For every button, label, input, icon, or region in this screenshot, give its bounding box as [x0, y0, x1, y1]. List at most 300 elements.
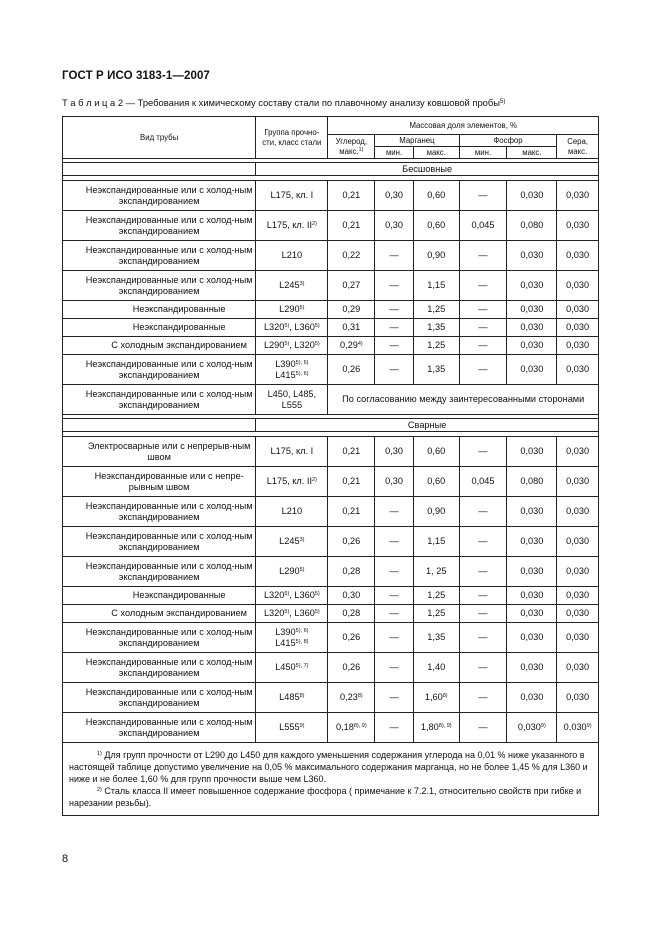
sulfur-cell [557, 527, 599, 557]
p-min-cell [459, 271, 507, 301]
mn-max-cell-value: 0,90 [427, 506, 446, 516]
group-value: L320 [263, 322, 285, 332]
p-max-cell-value: 0,030 [520, 364, 544, 374]
mn-max-cell-value: 1,25 [427, 608, 446, 618]
mn-max-cell-value: 0,60 [427, 446, 446, 456]
table-body [63, 159, 599, 816]
p-min-cell-value: — [478, 340, 488, 350]
mn-max-cell [413, 605, 459, 623]
section-empty [63, 419, 256, 432]
table-notes [63, 743, 599, 816]
pipe-type-cell-value: Электросварные или с непрерыв-ным швом [87, 440, 251, 462]
strength-group-cell [256, 557, 328, 587]
group2-footnote: 5), 6) [295, 370, 309, 377]
mn-min-cell [375, 587, 414, 605]
group-value: L320 [263, 608, 285, 618]
p-min-cell [459, 467, 507, 497]
mn-min-cell [375, 497, 414, 527]
mn-max-cell [413, 653, 459, 683]
mn-min-cell-value: — [389, 304, 399, 314]
p-max-cell [507, 527, 557, 557]
p-min-cell-value: 0,045 [471, 220, 495, 230]
p-max-cell [507, 653, 557, 683]
pipe-type-cell-value: Неэкспандированные [132, 322, 226, 332]
carbon-cell [328, 713, 375, 743]
carbon-cell [328, 653, 375, 683]
table-row [63, 355, 599, 385]
group2-footnote: 5) [314, 591, 320, 597]
carbon-cell-value: 0,29 [339, 340, 358, 350]
table-row [63, 527, 599, 557]
p-max-cell-value: 0,030 [520, 190, 544, 200]
sulfur-cell-value: 0,030 [566, 322, 590, 332]
footnote-mark: 1) [97, 751, 102, 757]
mn-min-cell [375, 527, 414, 557]
p-max-cell [507, 557, 557, 587]
group-value: L450, L485, L555 [267, 388, 317, 410]
p-min-cell-value: — [478, 608, 488, 618]
table-row [63, 557, 599, 587]
mn-max-cell-value: 0,60 [427, 190, 446, 200]
carbon-cell-value: 0,21 [342, 190, 361, 200]
mn-min-cell-value: — [389, 322, 399, 332]
sulfur-cell-value: 0,030 [566, 506, 590, 516]
pipe-type-cell-value: Неэкспандированные или с холод-ным экспандированием [85, 530, 253, 552]
group-footnote: 2) [312, 477, 317, 483]
p-min-cell-value: — [478, 364, 488, 374]
pipe-type-cell [63, 713, 256, 743]
group-value: L390 [275, 358, 296, 369]
header-mn-min: мин. [375, 147, 414, 159]
sulfur-cell-value: 0,030 [566, 446, 590, 456]
sulfur-cell [557, 241, 599, 271]
mn-max-cell [413, 337, 459, 355]
mn-max-cell-value: 1,60 [424, 692, 443, 702]
mn-min-cell-value: 0,30 [385, 190, 403, 200]
strength-group-cell [256, 437, 328, 467]
mn-min-cell-value: — [389, 536, 399, 546]
pipe-type-cell [63, 653, 256, 683]
pipe-type-cell [63, 683, 256, 713]
strength-group-cell [256, 271, 328, 301]
mn-min-cell [375, 467, 414, 497]
carbon-cell [328, 557, 375, 587]
pipe-type-cell [63, 467, 256, 497]
p-min-cell-value: — [478, 536, 488, 546]
mn-max-cell-value: 1,40 [427, 662, 446, 672]
mn-max-cell-value: 1,25 [427, 304, 446, 314]
sulfur-cell-value: 0,030 [566, 608, 590, 618]
mn-min-cell [375, 211, 414, 241]
pipe-type-cell-value: Неэкспандированные или с непре-рывным швом [94, 470, 244, 492]
p-max-cell-value: 0,030 [517, 722, 541, 732]
carbon-cell-value: 0,31 [342, 322, 361, 332]
header-phosphorus: Фосфор [459, 135, 557, 147]
sulfur-cell [557, 623, 599, 653]
mn-min-cell [375, 653, 414, 683]
group-value: L290 [263, 340, 285, 350]
mn-min-cell-value: — [389, 364, 399, 374]
p-min-cell [459, 337, 507, 355]
group2-footnote: 5), 8) [295, 638, 309, 645]
group-value: L175, кл. II [266, 476, 313, 486]
p-min-cell-value: — [478, 446, 488, 456]
p-max-cell [507, 713, 557, 743]
footnote-text: Сталь класса II имеет повышенное содержание фосфора ( примечание к 7.2.1, относительно свойств при гибке и нарезании резьбы). [69, 786, 582, 808]
sulfur-cell-value: 0,030 [566, 632, 590, 642]
strength-group-cell [256, 181, 328, 211]
pipe-type-cell-value: Неэкспандированные или с холод-ным экспандированием [85, 214, 253, 236]
table-row [63, 653, 599, 683]
table-row [63, 713, 599, 743]
table-row [63, 623, 599, 653]
p-min-cell [459, 605, 507, 623]
strength-group-cell [256, 623, 328, 653]
table-row [63, 385, 599, 415]
pipe-type-cell [63, 385, 256, 415]
mn-max-cell [413, 527, 459, 557]
group-value: L485 [279, 692, 300, 702]
table-row [63, 241, 599, 271]
pipe-type-cell-value: Неэкспандированные или с холод-ным экспандированием [85, 716, 253, 738]
sulfur-cell-value: 0,030 [566, 566, 590, 576]
pipe-type-cell [63, 557, 256, 587]
group-value: L210 [281, 250, 303, 260]
p-max-cell [507, 587, 557, 605]
carbon-cell [328, 355, 375, 385]
strength-group-cell [256, 337, 328, 355]
mn-min-cell-value: — [389, 280, 399, 290]
group-value: L245 [279, 280, 300, 290]
group-value: L245 [279, 536, 300, 546]
carbon-cell-value: 0,26 [342, 662, 361, 672]
mn-min-cell-value: — [389, 692, 399, 702]
pipe-type-cell-value: Неэкспандированные или с холод-ным экспандированием [85, 274, 253, 296]
group2-value: , L360 [289, 608, 315, 618]
group-footnote: 5) [299, 567, 305, 573]
strength-group-cell [256, 211, 328, 241]
sulfur-cell [557, 181, 599, 211]
group-footnote: 5) [284, 323, 290, 329]
carbon-cell [328, 587, 375, 605]
mn-min-cell [375, 683, 414, 713]
footnote-text: Для групп прочности от L290 до L450 для каждого уменьшения содержания углерода на 0,01 % ниже указанного в настоящей таблице допустимо увеличение на 0,05 % максимального содержания марганца, но не более 1,45 % для L360 и ниже и не более 1,60 % для групп прочности выше чем L360. [69, 750, 588, 784]
carbon-cell [328, 301, 375, 319]
carbon-cell-value: 0,26 [342, 364, 361, 374]
group-value: L320 [263, 590, 285, 600]
group-value: L175, кл. II [266, 220, 313, 230]
table-row [63, 683, 599, 713]
mn-min-cell-value: — [389, 608, 399, 618]
pipe-type-cell [63, 271, 256, 301]
mn-max-cell-value: 1,35 [427, 364, 446, 374]
p-min-cell-value: — [478, 250, 488, 260]
p-max-cell [507, 355, 557, 385]
sulfur-cell [557, 355, 599, 385]
group-value: L175, кл. I [270, 190, 314, 200]
group-value: L210 [281, 506, 303, 516]
p-min-cell-value: — [478, 190, 488, 200]
p-min-cell-value: — [478, 280, 488, 290]
agreement-cell: По согласованию между заинтересованными сторонами [328, 385, 599, 415]
mn-min-cell [375, 319, 414, 337]
group-footnote: 3) [299, 537, 305, 543]
p-max-cell [507, 211, 557, 241]
table-row [63, 181, 599, 211]
carbon-cell-value: 0,23 [339, 692, 358, 702]
header-carbon-sup: 1) [358, 146, 364, 153]
mn-min-cell-value: — [389, 566, 399, 576]
section-title: Бесшовные [256, 163, 599, 176]
carbon-cell-value: 0,21 [342, 506, 361, 516]
p-max-cell [507, 319, 557, 337]
chemical-composition-table [62, 116, 599, 816]
p-min-cell-value: — [478, 632, 488, 642]
sulfur-cell-value: 0,030 [563, 722, 587, 732]
p-max-cell-value: 0,030 [520, 566, 544, 576]
group-footnote: 2) [312, 221, 317, 227]
mn-max-cell [413, 355, 459, 385]
group-footnote: 5), 7) [295, 663, 309, 669]
pipe-type-cell-value: Неэкспандированные или с холод-ным экспандированием [85, 686, 253, 708]
pipe-type-cell [63, 355, 256, 385]
sulfur-cell [557, 683, 599, 713]
sulfur-cell-value: 0,030 [566, 280, 590, 290]
mn-max-cell [413, 683, 459, 713]
p-max-cell [507, 181, 557, 211]
group-footnote: 5) [284, 609, 290, 615]
p-max-cell-value: 0,030 [520, 340, 544, 350]
sulfur-cell-footnote: 9) [586, 723, 592, 729]
document-header: ГОСТ Р ИСО 3183-1—2007 [62, 70, 210, 82]
mn-max-cell [413, 587, 459, 605]
p-min-cell-value: — [478, 722, 488, 732]
pipe-type-cell [63, 337, 256, 355]
group-footnote: 5), 6) [295, 627, 309, 634]
mn-min-cell [375, 337, 414, 355]
p-min-cell-value: 0,045 [471, 476, 495, 486]
strength-group-cell [256, 653, 328, 683]
mn-min-cell-value: — [389, 250, 399, 260]
carbon-cell-value: 0,26 [342, 536, 361, 546]
carbon-cell-footnote: 8), 9) [353, 723, 367, 729]
strength-group-cell [256, 301, 328, 319]
group-footnote: 9) [299, 723, 305, 729]
strength-group-cell [256, 241, 328, 271]
carbon-cell-value: 0,28 [342, 608, 361, 618]
p-max-cell-value: 0,080 [520, 220, 544, 230]
pipe-type-cell [63, 497, 256, 527]
strength-group-cell [256, 713, 328, 743]
mn-max-cell-value: 1,15 [427, 280, 446, 290]
mn-max-cell [413, 271, 459, 301]
mn-min-cell-value: 0,30 [385, 476, 403, 486]
p-max-cell [507, 271, 557, 301]
header-p-min: мин. [459, 147, 507, 159]
carbon-cell-value: 0,22 [342, 250, 361, 260]
mn-max-cell-value: 1,15 [427, 536, 446, 546]
p-min-cell [459, 301, 507, 319]
p-max-cell-footnote: 9) [540, 723, 546, 729]
sulfur-cell [557, 605, 599, 623]
sulfur-cell [557, 557, 599, 587]
p-max-cell-value: 0,030 [520, 692, 544, 702]
table-row [63, 337, 599, 355]
mn-max-cell [413, 497, 459, 527]
carbon-cell-value: 0,30 [342, 590, 361, 600]
mn-max-cell [413, 467, 459, 497]
p-max-cell-value: 0,030 [520, 280, 544, 290]
pipe-type-cell-value: Неэкспандированные или с холод-ным экспандированием [85, 358, 253, 380]
mn-min-cell [375, 241, 414, 271]
carbon-cell-value: 0,21 [342, 476, 361, 486]
header-mass-fraction: Массовая доля элементов, % [328, 117, 599, 135]
carbon-cell [328, 181, 375, 211]
section-title: Сварные [256, 419, 599, 432]
footnote [69, 785, 594, 809]
table-row [63, 271, 599, 301]
mn-min-cell [375, 623, 414, 653]
pipe-type-cell [63, 301, 256, 319]
carbon-cell [328, 437, 375, 467]
group-footnote: 3) [299, 281, 305, 287]
mn-min-cell-value: — [389, 632, 399, 642]
header-mn-max: макс. [413, 147, 459, 159]
mn-max-cell [413, 181, 459, 211]
group-value: L450 [275, 662, 296, 672]
mn-min-cell-value: — [389, 590, 399, 600]
mn-min-cell [375, 301, 414, 319]
p-min-cell [459, 623, 507, 653]
group-value: L290 [279, 566, 300, 576]
sulfur-cell [557, 653, 599, 683]
p-min-cell-value: — [478, 566, 488, 576]
header-carbon [328, 135, 375, 159]
sulfur-cell [557, 337, 599, 355]
footnote-mark: 2) [97, 787, 102, 793]
p-max-cell-value: 0,030 [520, 250, 544, 260]
strength-group-cell [256, 467, 328, 497]
p-max-cell [507, 683, 557, 713]
p-min-cell-value: — [478, 692, 488, 702]
strength-group-cell [256, 587, 328, 605]
header-pipe-type: Вид трубы [63, 117, 256, 159]
p-min-cell [459, 557, 507, 587]
p-max-cell-value: 0,030 [520, 608, 544, 618]
mn-max-cell-value: 1,25 [427, 590, 446, 600]
p-max-cell-value: 0,030 [520, 632, 544, 642]
mn-max-cell-value: 0,60 [427, 220, 446, 230]
sulfur-cell [557, 211, 599, 241]
mn-min-cell [375, 437, 414, 467]
p-min-cell [459, 653, 507, 683]
strength-group-cell [256, 605, 328, 623]
p-min-cell-value: — [478, 662, 488, 672]
section-empty [63, 163, 256, 176]
pipe-type-cell [63, 587, 256, 605]
group2-footnote: 5) [314, 341, 320, 347]
mn-min-cell-value: — [389, 506, 399, 516]
pipe-type-cell [63, 181, 256, 211]
carbon-cell [328, 241, 375, 271]
header-strength-group: Группа прочно-сти, класс стали [256, 117, 328, 159]
pipe-type-cell-value: Неэкспандированные или с холод-ным экспандированием [85, 388, 253, 410]
carbon-cell-value: 0,26 [342, 632, 361, 642]
mn-max-cell-footnote: 8) [442, 693, 448, 699]
mn-max-cell-value: 1,35 [427, 322, 446, 332]
group-footnote: 5) [284, 591, 290, 597]
table-row [63, 319, 599, 337]
p-max-cell [507, 337, 557, 355]
sulfur-cell-value: 0,030 [566, 304, 590, 314]
strength-group-cell [256, 355, 328, 385]
sulfur-cell-value: 0,030 [566, 662, 590, 672]
pipe-type-cell-value: С холодным экспандированием [111, 340, 247, 350]
p-min-cell-value: — [478, 506, 488, 516]
mn-min-cell [375, 557, 414, 587]
pipe-type-cell-value: Неэкспандированные [132, 590, 226, 600]
sulfur-cell-value: 0,030 [566, 692, 590, 702]
carbon-cell [328, 605, 375, 623]
group-footnote: 5) [284, 341, 290, 347]
p-min-cell [459, 713, 507, 743]
pipe-type-cell-value: Неэкспандированные или с холод-ным экспандированием [85, 656, 253, 678]
table-row [63, 497, 599, 527]
sulfur-cell-value: 0,030 [566, 250, 590, 260]
header-carbon-text: Углерод, макс. [335, 136, 368, 156]
pipe-type-cell [63, 527, 256, 557]
mn-max-cell-value: 1,35 [427, 632, 446, 642]
group-footnote: 5), 6) [295, 359, 309, 366]
sulfur-cell-value: 0,030 [566, 590, 590, 600]
mn-max-cell-value: 1, 25 [426, 566, 447, 576]
table-caption [62, 97, 505, 108]
carbon-cell-value: 0,21 [342, 446, 361, 456]
carbon-cell [328, 467, 375, 497]
p-min-cell [459, 437, 507, 467]
p-max-cell-value: 0,080 [520, 476, 544, 486]
carbon-cell-value: 0,21 [342, 220, 361, 230]
mn-max-cell [413, 437, 459, 467]
carbon-cell [328, 683, 375, 713]
mn-min-cell [375, 355, 414, 385]
mn-max-cell-footnote: 8), 9) [438, 723, 452, 729]
group2-footnote: 5) [314, 323, 320, 329]
carbon-cell-value: 0,28 [342, 566, 361, 576]
p-max-cell [507, 497, 557, 527]
sulfur-cell [557, 713, 599, 743]
carbon-cell-footnote: 4) [357, 341, 363, 347]
strength-group-cell [256, 497, 328, 527]
sulfur-cell [557, 301, 599, 319]
strength-group-cell [256, 683, 328, 713]
table-row [63, 211, 599, 241]
p-max-cell [507, 437, 557, 467]
carbon-cell [328, 623, 375, 653]
group-footnote: 8) [299, 693, 305, 699]
strength-group-cell [256, 527, 328, 557]
mn-min-cell-value: 0,30 [385, 446, 403, 456]
header-manganese: Марганец [375, 135, 459, 147]
group2-value: , L360 [289, 590, 315, 600]
pipe-type-cell-value: Неэкспандированные или с холод-ным экспандированием [85, 500, 253, 522]
sulfur-cell [557, 587, 599, 605]
pipe-type-cell-value: Неэкспандированные или с холод-ным экспандированием [85, 560, 253, 582]
group2-value: , L320 [289, 340, 315, 350]
carbon-cell [328, 497, 375, 527]
p-max-cell-value: 0,030 [520, 506, 544, 516]
group-value: L390 [275, 626, 296, 637]
